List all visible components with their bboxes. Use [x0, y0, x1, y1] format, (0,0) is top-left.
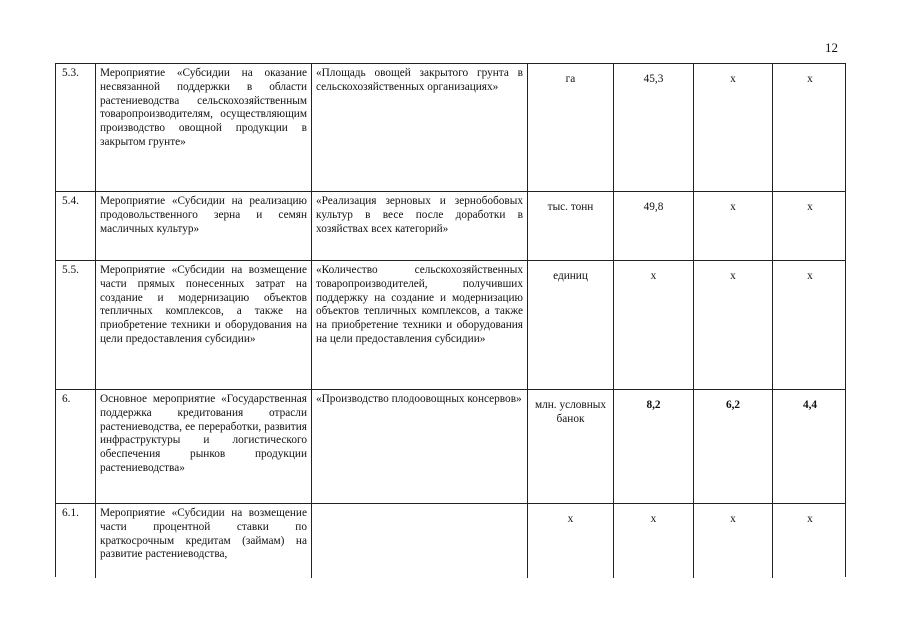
table-row — [56, 64, 845, 192]
row-number: 6.1. — [56, 504, 96, 578]
value-1: x — [614, 504, 694, 578]
unit: единиц — [528, 261, 614, 389]
value-2: x — [694, 192, 773, 260]
program-table — [55, 63, 846, 577]
event-name: Мероприятие «Субсидии на оказание несвязанной поддержки в области растениеводства сельскохозяйственным товаропроизводителям, осуществляющим производство овощной продукции в закрытом грунте» — [96, 64, 312, 191]
value-3: x — [807, 201, 813, 213]
table-row — [56, 390, 845, 504]
value-3: x — [807, 513, 813, 525]
indicator-name: «Производство плодоовощных консервов» — [312, 390, 528, 503]
event-name: Основное мероприятие «Государственная поддержка кредитования отрасли растениеводства, ее переработки, развития инфраструктуры и логистического обеспечения рынков продукции растениеводства» — [96, 390, 312, 503]
value-2: 6,2 — [694, 390, 773, 503]
value-1: x — [614, 261, 694, 389]
unit: x — [528, 504, 614, 578]
unit: млн. условных банок — [528, 390, 614, 503]
row-number: 6. — [56, 390, 96, 503]
indicator-name: «Площадь овощей закрытого грунта в сельскохозяйственных организациях» — [312, 64, 528, 191]
row-number: 5.4. — [56, 192, 96, 260]
value-3: x — [807, 270, 813, 282]
row-number: 5.5. — [56, 261, 96, 389]
page-number: 12 — [825, 40, 838, 55]
value-2: x — [694, 504, 773, 578]
value-3: x — [807, 73, 813, 85]
table-row — [56, 192, 845, 261]
indicator-name: «Реализация зерновых и зернобобовых культур в весе после доработки в хозяйствах всех категорий» — [312, 192, 528, 260]
row-number: 5.3. — [56, 64, 96, 191]
value-3: 4,4 — [802, 399, 818, 411]
value-1: 8,2 — [614, 390, 694, 503]
indicator-name — [312, 504, 528, 578]
unit: га — [528, 64, 614, 191]
event-name: Мероприятие «Субсидии на возмещение части процентной ставки по краткосрочным кредитам (займам) на развитие растениеводства, — [96, 504, 312, 578]
value-1: 45,3 — [614, 64, 694, 191]
table-row — [56, 261, 845, 390]
event-name: Мероприятие «Субсидии на возмещение части прямых понесенных затрат на создание и модернизацию объектов тепличных комплексов, а также на приобретение техники и оборудования на цели предоставления субсидии» — [96, 261, 312, 389]
unit: тыс. тонн — [528, 192, 614, 260]
value-1: 49,8 — [614, 192, 694, 260]
value-2: x — [694, 64, 773, 191]
value-2: x — [694, 261, 773, 389]
event-name: Мероприятие «Субсидии на реализацию продовольственного зерна и семян масличных культур» — [96, 192, 312, 260]
indicator-name: «Количество сельскохозяйственных товаропроизводителей, получивших поддержку на создание и модернизацию объектов тепличных комплексов, а также на приобретение техники и оборудования на цели предоставления субсидии» — [312, 261, 528, 389]
table-row — [56, 504, 845, 578]
